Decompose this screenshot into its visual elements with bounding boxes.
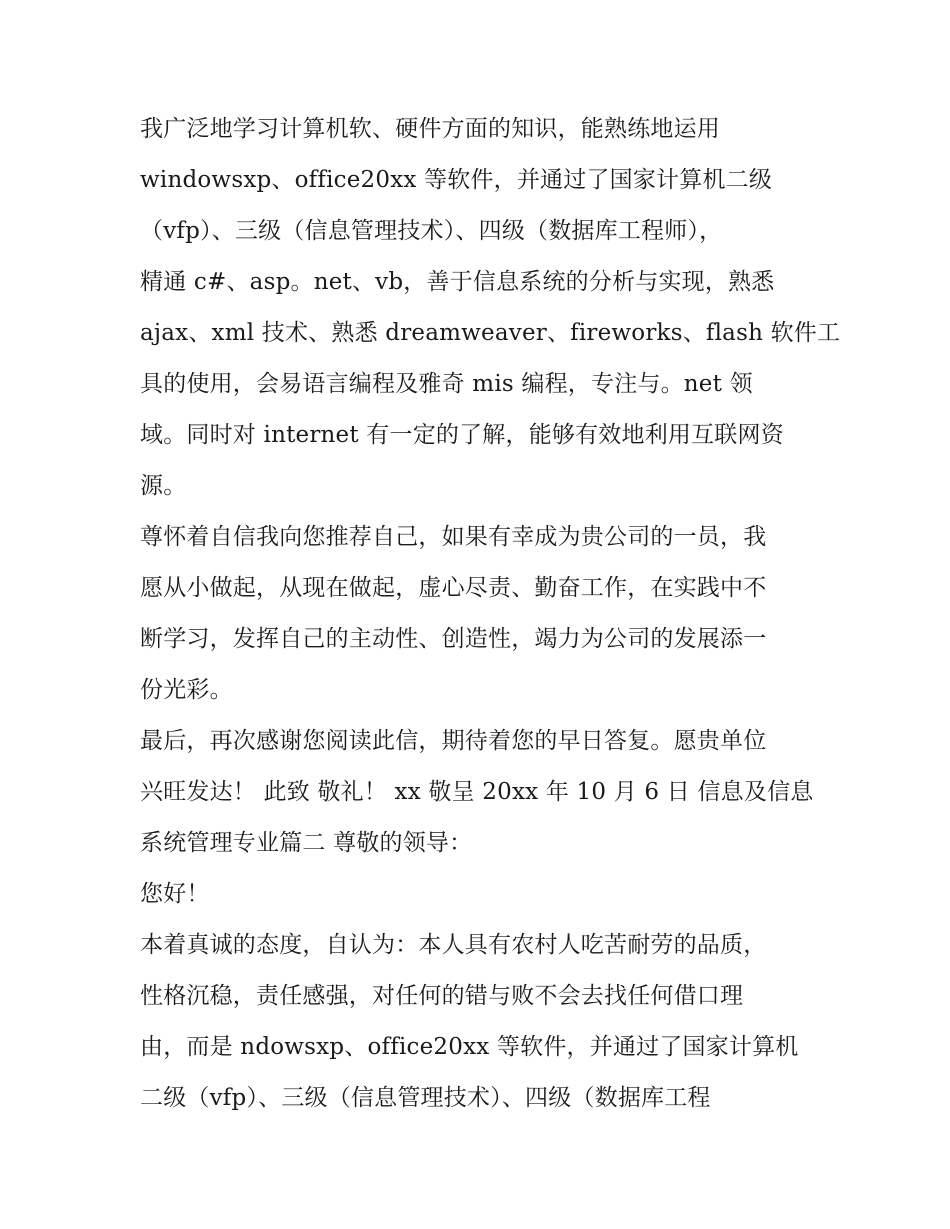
text-line: 具的使用，会易语言编程及雅奇 mis 编程，专注与。net 领	[140, 371, 753, 397]
text-line: 尊怀着自信我向您推荐自己，如果有幸成为贵公司的一员，我	[140, 524, 767, 550]
text-line: 愿从小做起，从现在做起，虚心尽责、勤奋工作，在实践中不	[140, 575, 767, 601]
text-line: 兴旺发达！ 此致 敬礼！ xx 敬呈 20xx 年 10 月 6 日 信息及信息	[140, 779, 814, 805]
paragraph-closing	[140, 716, 820, 869]
text-line: windowsxp、office20xx 等软件，并通过了国家计算机二级	[140, 167, 773, 193]
paragraph-skills	[140, 104, 841, 512]
text-line: 性格沉稳，责任感强，对任何的错与败不会去找任何借口理	[140, 983, 744, 1009]
paragraph-greeting	[140, 869, 820, 920]
text-line: 最后，再次感谢您阅读此信，期待着您的早日答复。愿贵单位	[140, 728, 767, 754]
text-line: 份光彩。	[140, 677, 233, 703]
text-line: 由，而是 ndowsxp、office20xx 等软件，并通过了国家计算机	[140, 1034, 799, 1060]
text-line: 您好！	[140, 881, 210, 907]
text-line: 源。	[140, 473, 187, 499]
text-line: 精通 c#、asp。net、vb，善于信息系统的分析与实现，熟悉	[140, 269, 775, 295]
text-line: 本着真诚的态度，自认为：本人具有农村人吃苦耐劳的品质，	[140, 932, 767, 958]
text-line: 域。同时对 internet 有一定的了解，能够有效地利用互联网资	[140, 422, 784, 448]
text-line: ajax、xml 技术、熟悉 dreamweaver、fireworks、flash 软件工	[140, 320, 841, 346]
text-line: 二级（vfp）、三级（信息管理技术）、四级（数据库工程	[140, 1085, 711, 1111]
paragraph-recommendation	[140, 512, 820, 716]
text-line: 断学习，发挥自己的主动性、创造性，竭力为公司的发展添一	[140, 626, 767, 652]
text-line: （vfp）、三级（信息管理技术）、四级（数据库工程师），	[140, 218, 723, 244]
paragraph-self-assessment	[140, 920, 820, 1124]
document-body	[140, 104, 841, 1124]
text-line: 我广泛地学习计算机软、硬件方面的知识，能熟练地运用	[140, 116, 720, 142]
text-line: 系统管理专业篇二 尊敬的领导：	[140, 830, 473, 856]
